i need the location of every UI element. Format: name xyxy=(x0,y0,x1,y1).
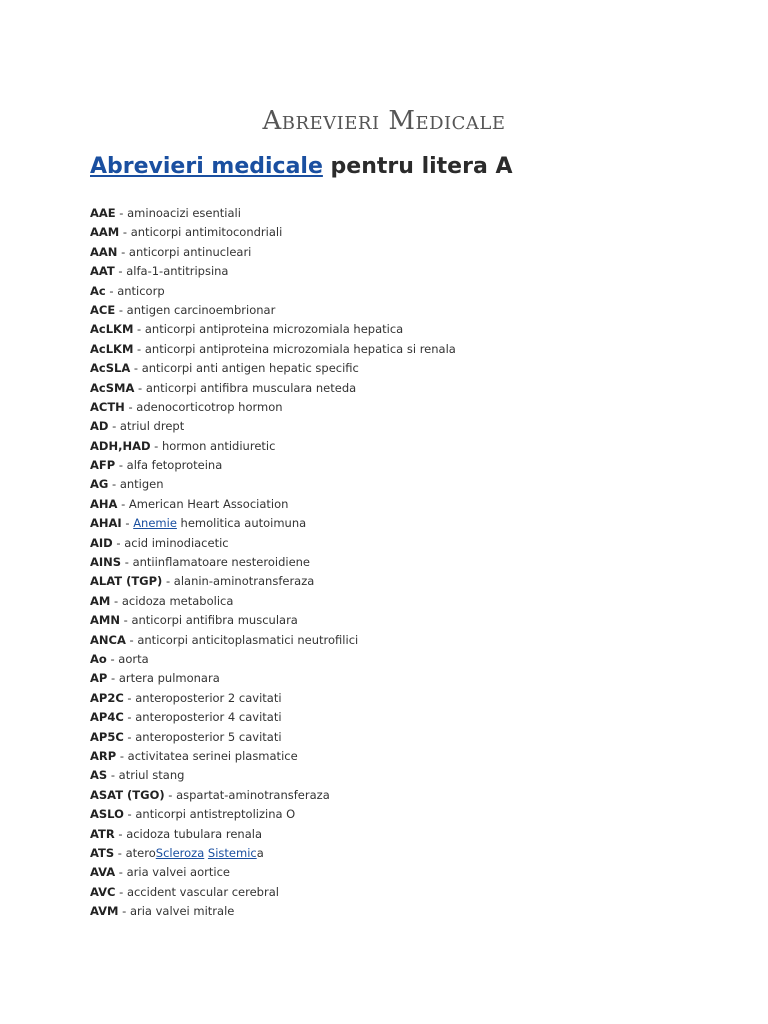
abbreviation-definition: anticorp xyxy=(117,283,165,298)
abbreviation-separator: - xyxy=(125,632,138,647)
abbreviation-item xyxy=(90,786,730,805)
abbreviation-item xyxy=(90,417,730,436)
abbreviation-term: ADH,HAD xyxy=(90,438,151,453)
abbreviation-item xyxy=(90,398,730,417)
abbreviation-separator: - xyxy=(115,884,127,899)
abbreviation-item xyxy=(90,223,730,242)
abbreviation-item xyxy=(90,631,730,650)
abbreviation-definition: atriul drept xyxy=(119,419,185,434)
abbreviation-definition: atero xyxy=(125,845,156,860)
abbreviation-item xyxy=(90,728,730,747)
abbreviation-separator: - xyxy=(105,283,118,298)
abbreviation-separator: - xyxy=(115,458,127,473)
abbreviation-term: AS xyxy=(90,768,108,783)
abbreviation-definition: aria valvei aortice xyxy=(126,865,230,880)
abbreviation-item xyxy=(90,243,730,262)
abbreviation-term: ALAT (TGP) xyxy=(90,574,163,589)
abbreviation-separator: - xyxy=(115,865,127,880)
abbreviation-separator: - xyxy=(130,361,142,376)
abbreviation-definition: antigen carcinoembrionar xyxy=(126,302,276,317)
abbreviation-term: ACE xyxy=(90,302,116,317)
abbreviation-definition: acidoza tubulara renala xyxy=(126,826,263,841)
abbreviation-item xyxy=(90,825,730,844)
abbreviation-definition: acid iminodiacetic xyxy=(124,535,229,550)
abbreviation-term: AVA xyxy=(90,865,116,880)
abbreviation-definition: atriul stang xyxy=(118,768,185,783)
abbreviation-item xyxy=(90,766,730,785)
abbreviation-definition: anticorpi antinucleari xyxy=(128,244,252,259)
abbreviation-separator: - xyxy=(119,225,131,240)
abbreviation-item xyxy=(90,708,730,727)
abbreviation-definition: anticorpi antistreptolizina O xyxy=(135,807,296,822)
abbreviation-term: ASLO xyxy=(90,807,124,822)
abbreviation-item xyxy=(90,611,730,630)
abbreviation-item xyxy=(90,495,730,514)
abbreviation-separator: - xyxy=(133,322,145,337)
abbreviation-item xyxy=(90,340,730,359)
abbreviation-separator: - xyxy=(121,516,134,531)
abbreviation-term: AHAI xyxy=(90,516,122,531)
abbreviation-definition: aspartat-aminotransferaza xyxy=(176,787,330,802)
abbreviation-item xyxy=(90,359,730,378)
abbreviation-item xyxy=(90,262,730,281)
abbreviation-term: Ac xyxy=(90,283,106,298)
abbreviation-definition: anticorpi antifibra musculara xyxy=(131,613,298,628)
abbreviation-term: AINS xyxy=(90,555,122,570)
abbreviation-term: ATR xyxy=(90,826,115,841)
abbreviation-definition: American Heart Association xyxy=(128,496,289,511)
abbreviation-term: AcLKM xyxy=(90,322,134,337)
abbreviation-term: ACTH xyxy=(90,399,125,414)
abbreviation-separator: - xyxy=(164,787,177,802)
abbreviation-item xyxy=(90,379,730,398)
abbreviation-separator: - xyxy=(116,748,128,763)
abbreviation-separator: - xyxy=(123,729,136,744)
section-heading-rest: pentru litera A xyxy=(322,154,513,179)
abbreviation-item xyxy=(90,456,730,475)
abbreviation-term: AcSLA xyxy=(90,361,131,376)
abbreviation-term: AP2C xyxy=(90,690,124,705)
abbreviation-definition: aria valvei mitrale xyxy=(129,904,235,919)
page-title: Abrevieri Medicale xyxy=(262,106,506,136)
abbreviation-definition: anticorpi antiproteina microzomiala hepatica xyxy=(144,322,404,337)
abbreviation-separator: - xyxy=(150,438,162,453)
abbreviation-term: AAM xyxy=(90,225,120,240)
abbreviation-item xyxy=(90,282,730,301)
abbreviation-item xyxy=(90,475,730,494)
abbreviation-separator: - xyxy=(123,710,136,725)
abbreviation-definition: hemolitica autoimuna xyxy=(176,516,307,531)
abbreviation-separator: - xyxy=(118,904,130,919)
abbreviation-item xyxy=(90,844,730,863)
definition-link[interactable]: Anemie xyxy=(133,516,177,531)
abbreviation-separator: - xyxy=(114,264,127,279)
abbreviation-term: AHA xyxy=(90,496,118,511)
abrevieri-medicale-link[interactable]: Abrevieri medicale xyxy=(90,154,323,179)
abbreviation-item xyxy=(90,863,730,882)
abbreviation-definition: anticorpi antiproteina microzomiala hepatica si renala xyxy=(144,341,456,356)
abbreviation-separator: - xyxy=(115,206,128,220)
abbreviation-definition: anteroposterior 2 cavitati xyxy=(135,690,282,705)
abbreviation-term: AcLKM xyxy=(90,341,134,356)
abbreviation-definition: acidoza metabolica xyxy=(121,593,234,608)
abbreviation-term: AMN xyxy=(90,613,120,628)
abbreviation-separator: - xyxy=(119,613,132,628)
abbreviation-term: AAT xyxy=(90,264,115,279)
abbreviation-term: ATS xyxy=(90,845,115,860)
abbreviation-item xyxy=(90,301,730,320)
abbreviation-definition: aminoacizi esentiali xyxy=(127,206,241,220)
abbreviation-definition: alfa-1-antitripsina xyxy=(126,264,229,279)
abbreviation-term: AAN xyxy=(90,244,118,259)
abbreviation-separator: - xyxy=(107,671,119,686)
abbreviation-item xyxy=(90,650,730,669)
abbreviation-separator: - xyxy=(162,574,174,589)
abbreviation-definition: activitatea serinei plasmatice xyxy=(127,748,298,763)
abbreviation-item xyxy=(90,320,730,339)
abbreviation-term: AP4C xyxy=(90,710,124,725)
abbreviation-definition: antiinflamatoare nesteroidiene xyxy=(132,555,311,570)
abbreviation-term: Ao xyxy=(90,651,107,666)
abbreviation-definition: artera pulmonara xyxy=(118,671,220,686)
abbreviation-separator: - xyxy=(123,807,136,822)
abbreviation-definition: aorta xyxy=(118,651,149,666)
abbreviation-term: AD xyxy=(90,419,109,434)
abbreviation-definition: alfa fetoproteina xyxy=(126,458,223,473)
abbreviation-separator: - xyxy=(117,496,129,511)
abbreviation-separator: - xyxy=(121,555,133,570)
abbreviation-separator: - xyxy=(107,768,119,783)
abbreviation-item xyxy=(90,514,730,533)
abbreviation-term: AVM xyxy=(90,904,119,919)
abbreviation-separator: - xyxy=(114,826,127,841)
abbreviation-separator: - xyxy=(112,535,125,550)
abbreviation-definition: hormon antidiuretic xyxy=(161,438,276,453)
abbreviation-item xyxy=(90,883,730,902)
abbreviation-definition: alanin-aminotransferaza xyxy=(173,574,315,589)
abbreviation-definition: anticorpi anti antigen hepatic specific xyxy=(141,361,359,376)
abbreviation-separator: - xyxy=(124,399,137,414)
abbreviation-term: AM xyxy=(90,593,111,608)
abbreviation-item xyxy=(90,902,730,921)
abbreviation-item xyxy=(90,437,730,456)
abbreviation-item xyxy=(90,592,730,611)
abbreviation-separator: - xyxy=(106,651,119,666)
abbreviation-item xyxy=(90,534,730,553)
abbreviation-separator: - xyxy=(123,690,136,705)
abbreviation-term: ASAT (TGO) xyxy=(90,787,165,802)
abbreviation-definition: anteroposterior 4 cavitati xyxy=(135,710,282,725)
abbreviation-separator: - xyxy=(108,477,120,492)
abbreviation-term: AID xyxy=(90,535,113,550)
abbreviation-term: AcSMA xyxy=(90,380,135,395)
abbreviation-definition: antigen xyxy=(119,477,164,492)
abbreviation-separator: - xyxy=(108,419,120,434)
section-heading xyxy=(90,154,512,179)
abbreviation-definition: anticorpi anticitoplasmatici neutrofilici xyxy=(137,632,359,647)
definition-link[interactable]: Scleroza xyxy=(155,845,205,860)
definition-link[interactable]: Sistemic xyxy=(207,845,257,860)
abbreviation-definition: accident vascular cerebral xyxy=(126,884,279,899)
abbreviation-separator: - xyxy=(133,341,145,356)
abbreviation-term: ARP xyxy=(90,748,117,763)
abbreviation-term: AFP xyxy=(90,458,116,473)
abbreviation-term: AP xyxy=(90,671,108,686)
abbreviation-item xyxy=(90,553,730,572)
abbreviation-separator: - xyxy=(134,380,146,395)
abbreviation-item xyxy=(90,204,730,223)
abbreviation-definition: anteroposterior 5 cavitati xyxy=(135,729,282,744)
abbreviation-definition: anticorpi antimitocondriali xyxy=(130,225,283,240)
abbreviation-term: AG xyxy=(90,477,109,492)
abbreviation-item xyxy=(90,669,730,688)
abbreviation-definition: a xyxy=(256,845,264,860)
abbreviation-term: AP5C xyxy=(90,729,124,744)
abbreviation-item xyxy=(90,572,730,591)
abbreviation-definition: anticorpi antifibra musculara neteda xyxy=(145,380,357,395)
abbreviation-item xyxy=(90,689,730,708)
abbreviation-separator: - xyxy=(110,593,122,608)
abbreviation-item xyxy=(90,805,730,824)
abbreviation-separator: - xyxy=(114,845,126,860)
abbreviation-item xyxy=(90,747,730,766)
abbreviation-term: AVC xyxy=(90,884,116,899)
abbreviation-term: ANCA xyxy=(90,632,126,647)
abbreviation-separator: - xyxy=(115,302,127,317)
abbreviation-separator: - xyxy=(117,244,129,259)
abbreviation-term: AAE xyxy=(90,206,116,220)
abbreviation-list xyxy=(90,204,730,921)
abbreviation-definition: adenocorticotrop hormon xyxy=(136,399,283,414)
